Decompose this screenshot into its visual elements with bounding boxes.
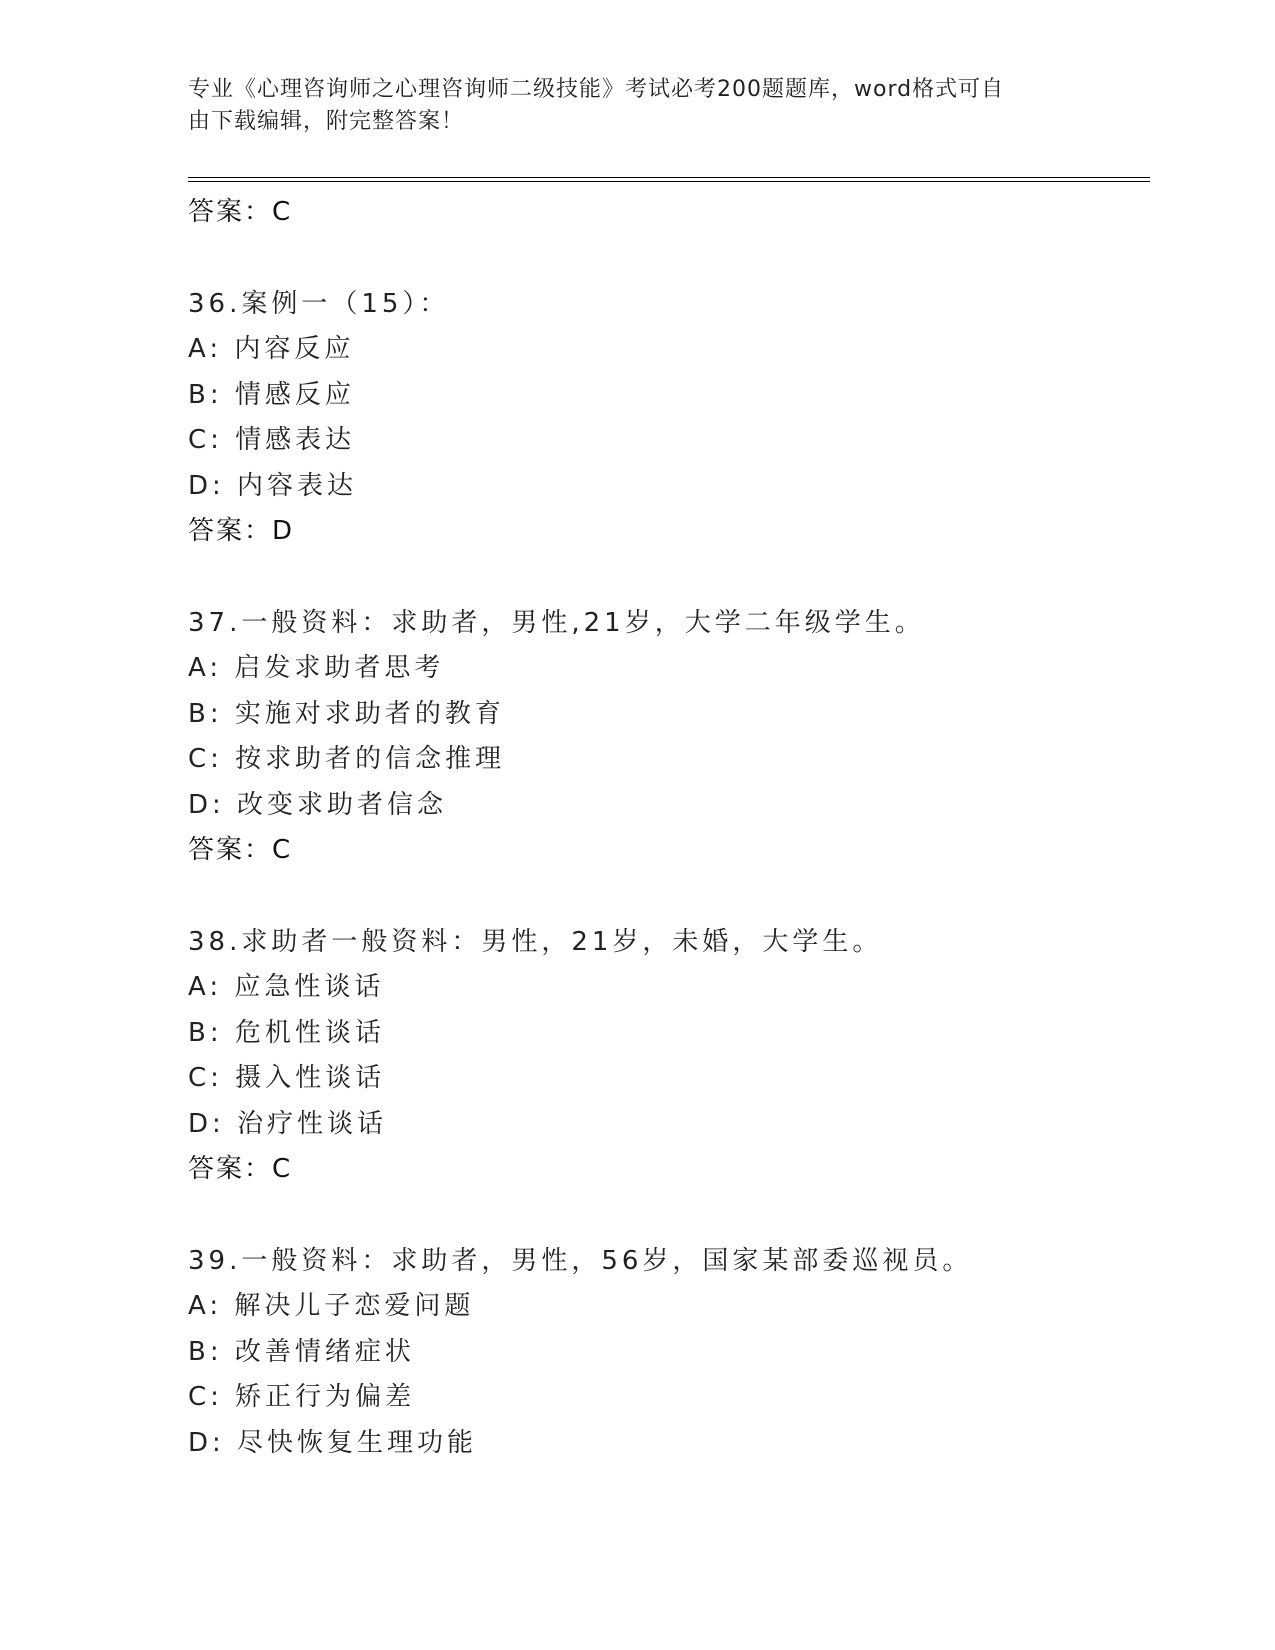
option-b: B: 改善情绪症状	[188, 1336, 415, 1367]
spacer	[188, 1193, 1128, 1239]
question-stem: 37.一般资料：求助者，男性,21岁，大学二年级学生。	[188, 607, 925, 638]
answer-line: 答案：C	[188, 197, 293, 227]
header-rule-top	[188, 177, 1150, 178]
option-c: C: 摄入性谈话	[188, 1063, 386, 1093]
question-stem: 39.一般资料：求助者，男性，56岁，国家某部委巡视员。	[188, 1245, 973, 1276]
option-b: B: 危机性谈话	[188, 1017, 385, 1048]
header-line-1: 专业《心理咨询师之心理咨询师二级技能》考试必考200题题库，word格式可自	[188, 77, 1005, 102]
spacer	[188, 236, 1128, 282]
option-b: B: 实施对求助者的教育	[188, 698, 505, 729]
option-d: D: 内容表达	[188, 470, 358, 501]
option-a: A: 启发求助者思考	[188, 653, 445, 683]
option-c: C: 矫正行为偏差	[188, 1382, 416, 1412]
answer-line: 答案：C	[188, 835, 293, 865]
question-block	[188, 1239, 1128, 1467]
question-block	[188, 282, 1128, 555]
question-stem: 38.求助者一般资料：男性，21岁，未婚，大学生。	[188, 926, 883, 957]
option-d: D: 尽快恢复生理功能	[188, 1427, 478, 1458]
option-d: D: 治疗性谈话	[188, 1108, 388, 1139]
question-block	[188, 601, 1128, 874]
spacer	[188, 874, 1128, 920]
answer-line: 答案：D	[188, 516, 295, 546]
option-a: A: 应急性谈话	[188, 972, 385, 1002]
option-b: B: 情感反应	[188, 379, 355, 410]
spacer	[188, 555, 1128, 601]
option-a: A: 内容反应	[188, 334, 355, 364]
option-a: A: 解决儿子恋爱问题	[188, 1291, 475, 1321]
question-list	[188, 190, 1128, 1466]
option-c: C: 情感表达	[188, 425, 356, 455]
question-stem: 36.案例一（15）：	[188, 288, 450, 319]
answer-line: 答案：C	[188, 1154, 293, 1184]
document-header	[188, 74, 1088, 138]
option-c: C: 按求助者的信念推理	[188, 744, 506, 774]
question-block	[188, 920, 1128, 1193]
option-d: D: 改变求助者信念	[188, 789, 448, 820]
header-rule-bottom	[188, 181, 1150, 182]
header-line-2: 由下载编辑，附完整答案！	[188, 109, 465, 134]
